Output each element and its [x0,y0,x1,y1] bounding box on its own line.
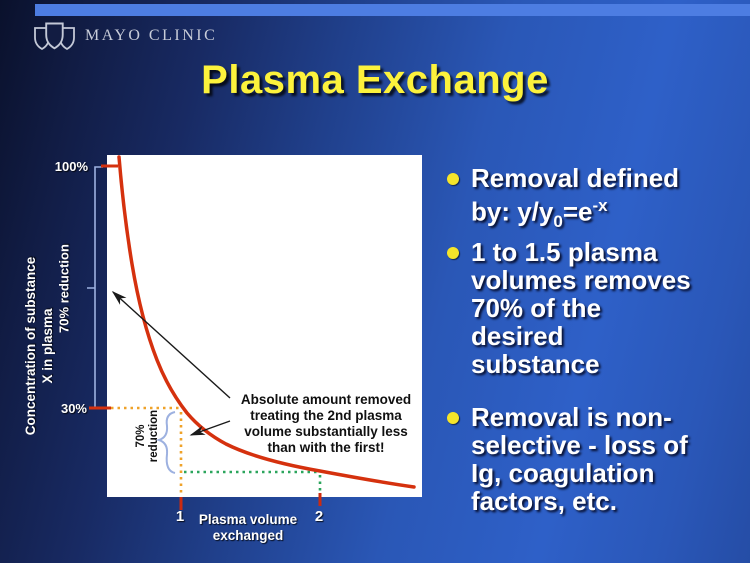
bullet-3-line-1: Removal is non- [471,402,672,432]
bullet-dot-icon [447,412,459,424]
x-tick-2: 2 [314,508,324,525]
bullet-1-line-1: Removal defined [471,163,680,193]
top-accent-bar [35,4,750,16]
x-tick-1: 1 [175,508,185,525]
bullet-non-selective [430,403,688,515]
bullet-2-line-1: 1 to 1.5 plasma [471,237,658,267]
bullet-2-line-2: volumes removes [471,265,691,295]
bullet-2-line-4: desired [471,321,564,351]
bullet-3-line-4: factors, etc. [471,486,617,516]
bullet-dot-icon [447,247,459,259]
triple-shield-icon [33,20,79,62]
reduction-bracket [87,167,103,407]
y-marker-100: 100% [54,159,88,174]
outer-reduction-label: 70% reduction [56,244,72,333]
inner-reduction-label: 70% reduction [135,409,160,463]
bullet-removal-defined [430,164,679,236]
bullet-3-line-3: Ig, coagulation [471,458,655,488]
bullet-plasma-volumes [430,238,691,378]
chart-annotation: Absolute amount removed treating the 2nd plasma volume substantially less than with the first! [240,392,412,455]
logo-wordmark: MAYO CLINIC [85,27,218,44]
bullet-2-line-5: substance [471,349,600,379]
bullet-dot-icon [447,173,459,185]
bullet-2-line-3: 70% of the [471,293,602,323]
x-axis-label: Plasma volume exchanged [198,512,298,543]
bullet-3-line-2: selective - loss of [471,430,688,460]
bullet-1-formula: by: $y/y_0=e^{-x}$ [471,196,608,231]
y-axis-label: Concentration of substance X in plasma [23,256,55,436]
slide-title: Plasma Exchange [201,58,549,102]
y-marker-30: 30% [60,401,87,416]
